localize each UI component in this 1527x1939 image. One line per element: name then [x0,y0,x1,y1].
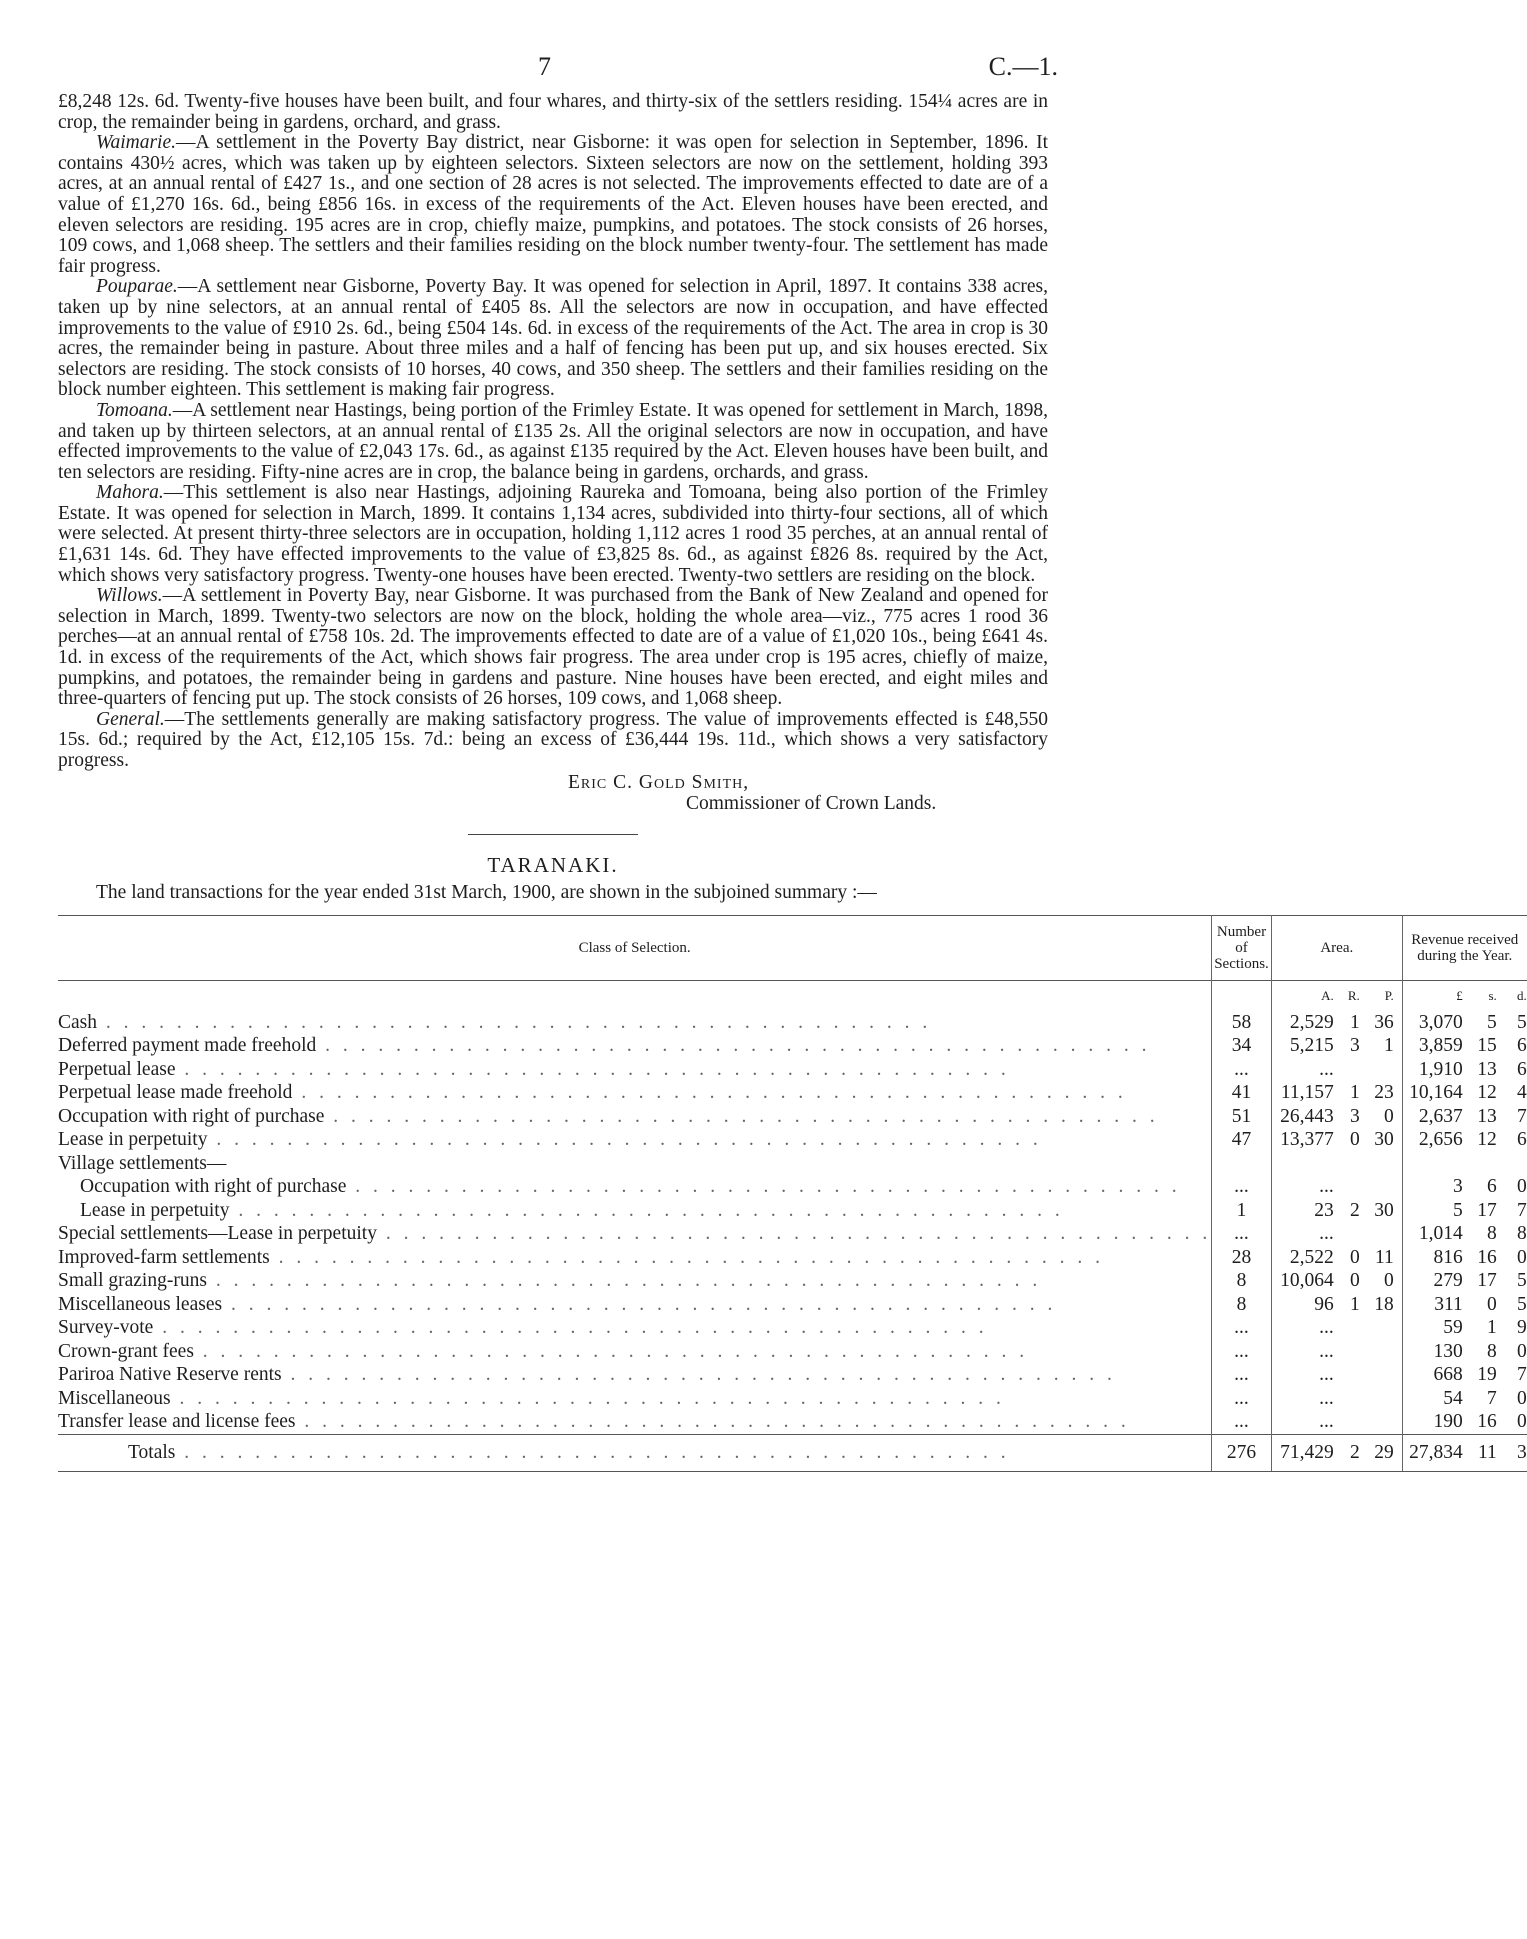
row-roods [1334,1316,1360,1340]
row-number: ... [1212,1363,1272,1387]
row-acres: 71,429 [1280,1441,1334,1463]
row-pence: 6 [1517,1058,1527,1080]
table-row [58,1175,1527,1199]
row-label: Pariroa Native Reserve rents [58,1364,282,1386]
body-text [58,92,1048,772]
row-roods [1334,1410,1360,1434]
row-acres: 96 [1314,1293,1334,1315]
row-number [1212,1152,1272,1176]
paragraph-lead: Mahora. [96,482,164,504]
row-label: Crown-grant fees [58,1340,194,1362]
row-pence: 0 [1517,1340,1527,1362]
row-number: 51 [1212,1105,1272,1129]
leader-dots: . . . . . . . . . . . . . . . . . . . . . . . . . . . . . . . . . . . . . . . . . . . . . . . [206,1270,1042,1292]
leader-dots: . . . . . . . . . . . . . . . . . . . . . . . . . . . . . . . . . . . . . . . . . . . . . . . [222,1293,1057,1315]
row-perches: 1 [1384,1035,1394,1057]
row-number: 8 [1212,1293,1272,1317]
row-perches: 0 [1384,1270,1394,1292]
row-number: ... [1212,1340,1272,1364]
row-shillings: 11 [1478,1441,1497,1463]
totals-row [58,1434,1527,1471]
row-number: 28 [1212,1246,1272,1270]
section-intro: The land transactions for the year ended 31st March, 1900, are shown in the subjoined summary :— [96,881,877,903]
row-pounds: 3 [1453,1176,1463,1198]
row-label: Survey-vote [58,1317,154,1339]
row-perches [1360,1410,1402,1434]
table-row [58,1128,1527,1152]
paragraph-text: —A settlement near Gisborne, Poverty Bay. It was opened for selection in April, 1897. It contains 338 acres, taken up by nine selectors, at an annual rental of £405 8s. All the selectors are now in occupation, and have effected improvements to the value of £910 2s. 6d., being £504 14s. 6d. in excess of the requirements of the Act. The area in crop is 30 acres, the remainder being in pasture. About three miles and a half of fencing has been put up, and six houses erected. Six selectors are residing. The stock consists of 10 horses, 40 cows, and 350 sheep. The settlers and their families residing on the block number eighteen. This settlement is making fair progress. [58,276,1048,401]
row-perches: 30 [1374,1199,1394,1221]
leader-dots: . . . . . . . . . . . . . . . . . . . . . . . . . . . . . . . . . . . . . . . . . . . . . . . [229,1199,1064,1221]
table-row [58,1246,1527,1270]
row-acres: 13,377 [1280,1129,1334,1151]
row-pence: 0 [1517,1246,1527,1268]
row-pounds: 54 [1443,1387,1463,1409]
leader-dots: . . . . . . . . . . . . . . . . . . . . . . . . . . . . . . . . . . . . . . . . . . . . . . . [346,1176,1181,1198]
paragraph-lead: Pouparae. [96,276,178,298]
table-row [58,1363,1527,1387]
row-pence: 3 [1517,1441,1527,1463]
row-label: Miscellaneous leases [58,1293,223,1315]
units-row [58,980,1527,1011]
document-reference: C.—1. [988,52,1058,81]
row-perches [1360,1316,1402,1340]
row-pence: 6 [1517,1035,1527,1057]
row-number: 1 [1212,1199,1272,1223]
land-transactions-table [58,915,1527,1472]
table-row [58,1105,1527,1129]
row-perches [1360,1058,1402,1082]
paragraph-text: —A settlement in Poverty Bay, near Gisborne. It was purchased from the Bank of New Zealand and opened for selection in March, 1899. Twenty-two selectors are now on the block, holding the whole area—viz., 775 acres 1 rood 36 perches—at an annual rental of £758 10s. 2d. The improvements effected to date are of a value of £1,020 10s., being £641 4s. 1d. in excess of the requirements of the Act, which shows fair progress. The area under crop is 195 acres, chiefly of maize, pumpkins, and potatoes, the remainder being in gardens and pasture. Nine houses have been erected, and eight miles and three-quarters of fencing put up. The stock consists of 26 horses, 109 cows, and 1,068 sheep. [58,585,1048,710]
row-shillings: 15 [1477,1035,1497,1057]
unit-perches: P. [1384,987,1394,1003]
row-acres: 2,529 [1289,1011,1334,1033]
paragraph-lead: Tomoana. [96,399,173,421]
row-roods: 2 [1350,1199,1360,1221]
row-pence: 0 [1517,1176,1527,1198]
row-pence: 4 [1517,1082,1527,1104]
row-label: Deferred payment made freehold [58,1035,317,1057]
row-roods: 0 [1350,1129,1360,1151]
row-pence: 7 [1517,1364,1527,1386]
unit-pence: d. [1517,987,1527,1003]
header-area: Area. [1271,915,1402,980]
leader-dots: . . . . . . . . . . . . . . . . . . . . . . . . . . . . . . . . . . . . . . . . . . . . . . . [269,1246,1104,1268]
row-acres: ... [1319,1058,1334,1080]
header-revenue: Revenue received during the Year. [1402,915,1527,980]
unit-roods: R. [1347,987,1360,1003]
table-row [58,1387,1527,1411]
row-number: ... [1212,1410,1272,1434]
row-label: Improved-farm settlements [58,1246,270,1268]
row-pence: 0 [1517,1387,1527,1409]
table-row [58,1081,1527,1105]
row-roods: 0 [1350,1246,1360,1268]
leader-dots: . . . . . . . . . . . . . . . . . . . . . . . . . . . . . . . . . . . . . . . . . . . . . . . [376,1223,1212,1245]
row-label: Cash [58,1011,97,1033]
row-label: Occupation with right of purchase [80,1176,347,1198]
row-acres: 10,064 [1280,1270,1334,1292]
row-acres: 23 [1314,1199,1334,1221]
row-number: ... [1212,1058,1272,1082]
paragraph [58,277,1048,401]
row-pounds: 279 [1433,1270,1463,1292]
leader-dots: . . . . . . . . . . . . . . . . . . . . . . . . . . . . . . . . . . . . . . . . . . . . . . . [153,1317,988,1339]
row-pounds: 1,014 [1418,1223,1463,1245]
row-roods: 1 [1350,1082,1360,1104]
header-class: Class of Selection. [578,939,691,956]
row-perches: 30 [1374,1129,1394,1151]
row-perches [1360,1363,1402,1387]
table-row [58,1293,1527,1317]
row-pounds: 2,656 [1418,1129,1463,1151]
row-shillings: 17 [1477,1270,1497,1292]
row-label: Occupation with right of purchase [58,1105,325,1127]
row-acres: ... [1319,1411,1334,1433]
row-pounds: 5 [1453,1199,1463,1221]
row-pence: 5 [1517,1270,1527,1292]
row-pence: 7 [1517,1199,1527,1221]
row-roods [1334,1363,1360,1387]
row-acres: 11,157 [1280,1082,1334,1104]
row-shillings: 6 [1487,1176,1497,1198]
section-divider [468,834,638,835]
row-label: Small grazing-runs [58,1270,207,1292]
row-acres: ... [1319,1364,1334,1386]
paragraph-lead: General. [96,708,165,730]
paragraph-text: £8,248 12s. 6d. Twenty-five houses have been built, and four whares, and thirty-six of the settlers residing. 154¼ acres are in crop, the remainder being in gardens, orchard, and grass. [58,91,1048,133]
row-perches: 18 [1374,1293,1394,1315]
signature-block [58,772,1048,814]
row-acres: 26,443 [1280,1105,1334,1127]
row-shillings: 13 [1477,1105,1497,1127]
row-roods: 0 [1350,1270,1360,1292]
signature-name: Eric C. Gold Smith, [568,771,750,793]
unit-acres: A. [1321,987,1334,1003]
row-acres: ... [1319,1176,1334,1198]
row-perches [1360,1340,1402,1364]
section-title: TARANAKI. [487,852,619,877]
row-pounds: 3,070 [1418,1011,1463,1033]
table-header-row [58,915,1527,980]
row-perches: 36 [1374,1011,1394,1033]
row-number: ... [1212,1222,1272,1246]
table-row [58,1011,1527,1035]
row-pounds: 190 [1433,1411,1463,1433]
row-pence: 9 [1517,1317,1527,1339]
paragraph-text: —A settlement near Hastings, being portion of the Frimley Estate. It was opened for settlement in March, 1898, and taken up by thirteen selectors, at an annual rental of £135 2s. All the original selectors are now in occupation, and have effected improvements to the value of £2,043 17s. 6d., as against £135 required by the Act. Eleven houses have been built, and ten selectors are residing. Fifty-nine acres are in crop, the balance being in gardens, orchards, and grass. [58,399,1048,483]
row-roods: 1 [1350,1011,1360,1033]
row-shillings: 17 [1477,1199,1497,1221]
table-row [58,1410,1527,1434]
leader-dots: . . . . . . . . . . . . . . . . . . . . . . . . . . . . . . . . . . . . . . . . . . . . . . . [281,1364,1116,1386]
row-acres: 5,215 [1289,1035,1334,1057]
row-acres: ... [1319,1223,1334,1245]
row-pounds: 668 [1433,1364,1463,1386]
row-number: 41 [1212,1081,1272,1105]
leader-dots: . . . . . . . . . . . . . . . . . . . . . . . . . . . . . . . . . . . . . . . . . . . . . . . [324,1105,1159,1127]
row-shillings: 5 [1487,1011,1497,1033]
row-shillings: 16 [1477,1411,1497,1433]
table-row [58,1199,1527,1223]
leader-dots: . . . . . . . . . . . . . . . . . . . . . . . . . . . . . . . . . . . . . . . . . . . . . . . [175,1441,1010,1463]
unit-shillings: s. [1488,987,1497,1003]
page-number: 7 [538,52,551,81]
row-label: Perpetual lease made freehold [58,1082,293,1104]
paragraph [58,133,1048,277]
row-number: 276 [1212,1434,1272,1471]
row-roods [1334,1222,1360,1246]
leader-dots: . . . . . . . . . . . . . . . . . . . . . . . . . . . . . . . . . . . . . . . . . . . . . . . [316,1035,1151,1057]
page-header [58,52,1058,92]
row-pounds: 816 [1433,1246,1463,1268]
row-perches [1360,1387,1402,1411]
row-number: 34 [1212,1034,1272,1058]
row-number: ... [1212,1316,1272,1340]
row-pounds: 130 [1433,1340,1463,1362]
row-pounds: 3,859 [1418,1035,1463,1057]
table-row [58,1222,1527,1246]
row-roods [1334,1340,1360,1364]
table-row [58,1058,1527,1082]
row-label: Transfer lease and license fees [58,1411,296,1433]
leader-dots: . . . . . . . . . . . . . . . . . . . . . . . . . . . . . . . . . . . . . . . . . . . . . . . [175,1058,1010,1080]
row-roods [1334,1387,1360,1411]
row-pounds: 27,834 [1409,1441,1463,1463]
row-acres: ... [1319,1340,1334,1362]
row-pence: 8 [1517,1223,1527,1245]
row-shillings: 13 [1477,1058,1497,1080]
row-pounds: 1,910 [1418,1058,1463,1080]
table-row [58,1269,1527,1293]
leader-dots: . . . . . . . . . . . . . . . . . . . . . . . . . . . . . . . . . . . . . . . . . . . . . . . [97,1011,932,1033]
row-roods [1334,1058,1360,1082]
paragraph [58,483,1048,586]
paragraph [58,92,1048,133]
row-shillings: 8 [1487,1223,1497,1245]
row-number: 58 [1212,1011,1272,1035]
table-row [58,1034,1527,1058]
leader-dots: . . . . . . . . . . . . . . . . . . . . . . . . . . . . . . . . . . . . . . . . . . . . . . . [295,1411,1130,1433]
row-shillings: 1 [1487,1317,1497,1339]
row-pence: 0 [1517,1411,1527,1433]
row-pounds: 2,637 [1418,1105,1463,1127]
row-roods: 2 [1350,1441,1360,1463]
row-label: Perpetual lease [58,1058,176,1080]
row-acres: ... [1319,1387,1334,1409]
row-shillings: 12 [1477,1082,1497,1104]
paragraph-lead: Waimarie. [96,132,176,154]
row-acres: ... [1319,1317,1334,1339]
header-number: Number of Sections. [1212,915,1272,980]
leader-dots: . . . . . . . . . . . . . . . . . . . . . . . . . . . . . . . . . . . . . . . . . . . . . . . [207,1129,1042,1151]
paragraph [58,710,1048,772]
paragraph-text: —This settlement is also near Hastings, adjoining Raureka and Tomoana, being also portion of the Frimley Estate. It was opened for selection in March, 1899. It contains 1,134 acres, subdivided into thirty-four sections, all of which were selected. At present thirty-three selectors are in occupation, holding 1,112 acres 1 rood 35 perches, at an annual rental of £1,631 14s. 6d. They have effected improvements to the value of £3,825 8s. 6d., as against £826 8s. required by the Act, which shows very satisfactory progress. Twenty-one houses have been erected. Twenty-two settlers are residing on the block. [58,482,1048,586]
row-label: Totals [128,1441,176,1463]
row-roods [1334,1175,1360,1199]
paragraph-text: —A settlement in the Poverty Bay district, near Gisborne: it was open for selection in September, 1896. It contains 430½ acres, which was taken up by eighteen selectors. Sixteen selectors are now on the settlement, holding 393 acres, at an annual rental of £427 1s., and one section of 28 acres is not selected. The improvements effected to date are of a value of £1,270 16s. 6d., being £856 16s. in excess of the requirements of the Act. Eleven houses have been erected, and eleven selectors are residing. 195 acres are in crop, chiefly maize, pumpkins, and potatoes. The stock consists of 26 horses, 109 cows, and 1,068 sheep. The settlers and their families residing on the block number twenty-four. The settlement has made fair progress. [58,132,1048,277]
row-perches [1360,1222,1402,1246]
table-row [58,1316,1527,1340]
row-perches: 29 [1374,1441,1394,1463]
table-row [58,1152,1527,1176]
row-roods: 3 [1350,1035,1360,1057]
row-roods: 3 [1350,1105,1360,1127]
row-roods: 1 [1350,1293,1360,1315]
row-number: ... [1212,1175,1272,1199]
row-perches: 11 [1375,1246,1394,1268]
document-page [58,52,1527,1472]
row-shillings: 16 [1477,1246,1497,1268]
row-pounds: 59 [1443,1317,1463,1339]
row-pence: 6 [1517,1129,1527,1151]
paragraph-lead: Willows. [96,585,163,607]
row-number: 47 [1212,1128,1272,1152]
leader-dots: . . . . . . . . . . . . . . . . . . . . . . . . . . . . . . . . . . . . . . . . . . . . . . . [193,1340,1029,1362]
row-pounds: 311 [1434,1293,1463,1315]
row-shillings: 12 [1477,1129,1497,1151]
row-shillings: 19 [1477,1364,1497,1386]
row-label: Miscellaneous [58,1387,171,1409]
row-shillings: 0 [1487,1293,1497,1315]
row-label: Lease in perpetuity [80,1199,230,1221]
row-acres: 2,522 [1289,1246,1334,1268]
signature-title: Commissioner of Crown Lands. [686,792,937,814]
row-perches: 0 [1384,1105,1394,1127]
row-number: 8 [1212,1269,1272,1293]
paragraph [58,586,1048,710]
row-pounds: 10,164 [1409,1082,1463,1104]
row-pence: 5 [1517,1293,1527,1315]
row-pence: 7 [1517,1105,1527,1127]
row-label: Village settlements— [58,1152,227,1174]
leader-dots: . . . . . . . . . . . . . . . . . . . . . . . . . . . . . . . . . . . . . . . . . . . . . . . [292,1082,1127,1104]
row-perches [1360,1175,1402,1199]
row-pence: 5 [1517,1011,1527,1033]
table-row [58,1340,1527,1364]
row-label: Lease in perpetuity [58,1129,208,1151]
row-perches: 23 [1374,1082,1394,1104]
row-number: ... [1212,1387,1272,1411]
unit-pounds: £ [1456,987,1463,1003]
paragraph [58,401,1048,483]
paragraph-text: —The settlements generally are making satisfactory progress. The value of improvements effected is £48,550 15s. 6d.; required by the Act, £12,105 15s. 7d.: being an excess of £36,444 19s. 11d., which shows a very satisfactory progress. [58,708,1048,771]
row-label: Special settlements—Lease in perpetuity [58,1223,377,1245]
row-shillings: 7 [1487,1387,1497,1409]
row-shillings: 8 [1487,1340,1497,1362]
leader-dots: . . . . . . . . . . . . . . . . . . . . . . . . . . . . . . . . . . . . . . . . . . . . . . . [170,1387,1005,1409]
